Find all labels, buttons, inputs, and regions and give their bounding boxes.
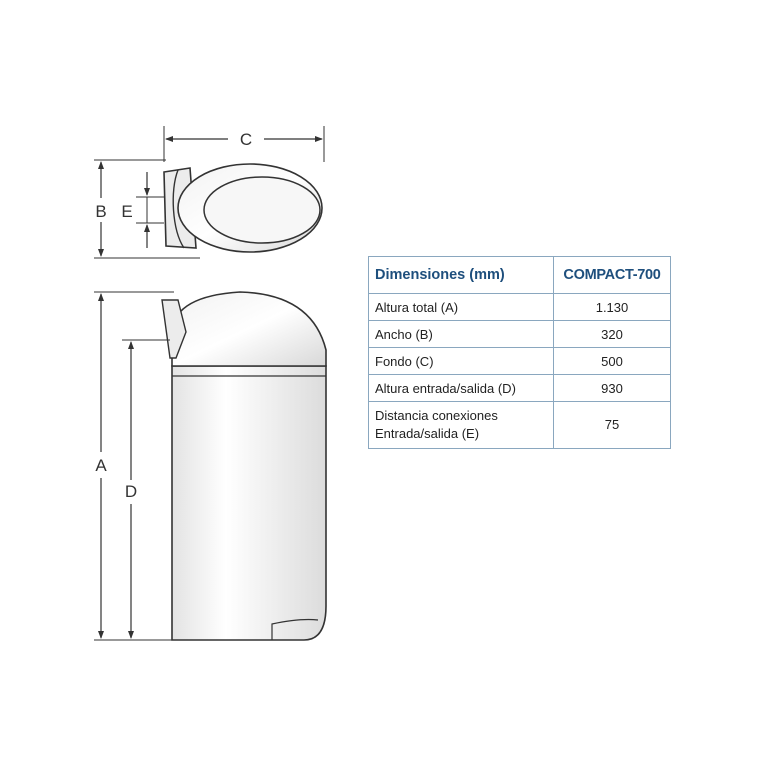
row-value: 1.130 [554, 294, 671, 321]
header-model: COMPACT-700 [554, 257, 671, 294]
dimension-e-label: E [121, 202, 133, 221]
row-value: 320 [554, 321, 671, 348]
table-row [369, 294, 671, 321]
row-label [369, 402, 554, 449]
table-row [369, 402, 671, 449]
row-label: Ancho (B) [369, 321, 554, 348]
table-row [369, 375, 671, 402]
row-label: Fondo (C) [369, 348, 554, 375]
dimension-d-label: D [124, 482, 138, 501]
header-dimensions: Dimensiones (mm) [369, 257, 554, 294]
row-value: 930 [554, 375, 671, 402]
dimension-e [121, 172, 164, 248]
dimension-c [164, 126, 324, 162]
table-row [369, 348, 671, 375]
dimensions-table [368, 256, 671, 449]
top-view [164, 164, 322, 252]
dimension-a-label: A [95, 456, 107, 475]
table-header-row [369, 257, 671, 294]
row-label-line2: Entrada/salida (E) [375, 426, 480, 441]
top-view-inner-lid [204, 177, 320, 243]
side-view-lid [172, 292, 326, 366]
table-row [369, 321, 671, 348]
dimension-d [122, 340, 170, 638]
row-label-line1: Distancia conexiones [375, 408, 498, 423]
dimension-a [94, 292, 174, 640]
row-value: 75 [554, 402, 671, 449]
row-label: Altura entrada/salida (D) [369, 375, 554, 402]
dimension-b-label: B [95, 202, 107, 221]
dimension-c-label: C [239, 130, 253, 149]
row-value: 500 [554, 348, 671, 375]
side-view-body [172, 366, 326, 640]
side-view [162, 292, 326, 640]
row-label: Altura total (A) [369, 294, 554, 321]
